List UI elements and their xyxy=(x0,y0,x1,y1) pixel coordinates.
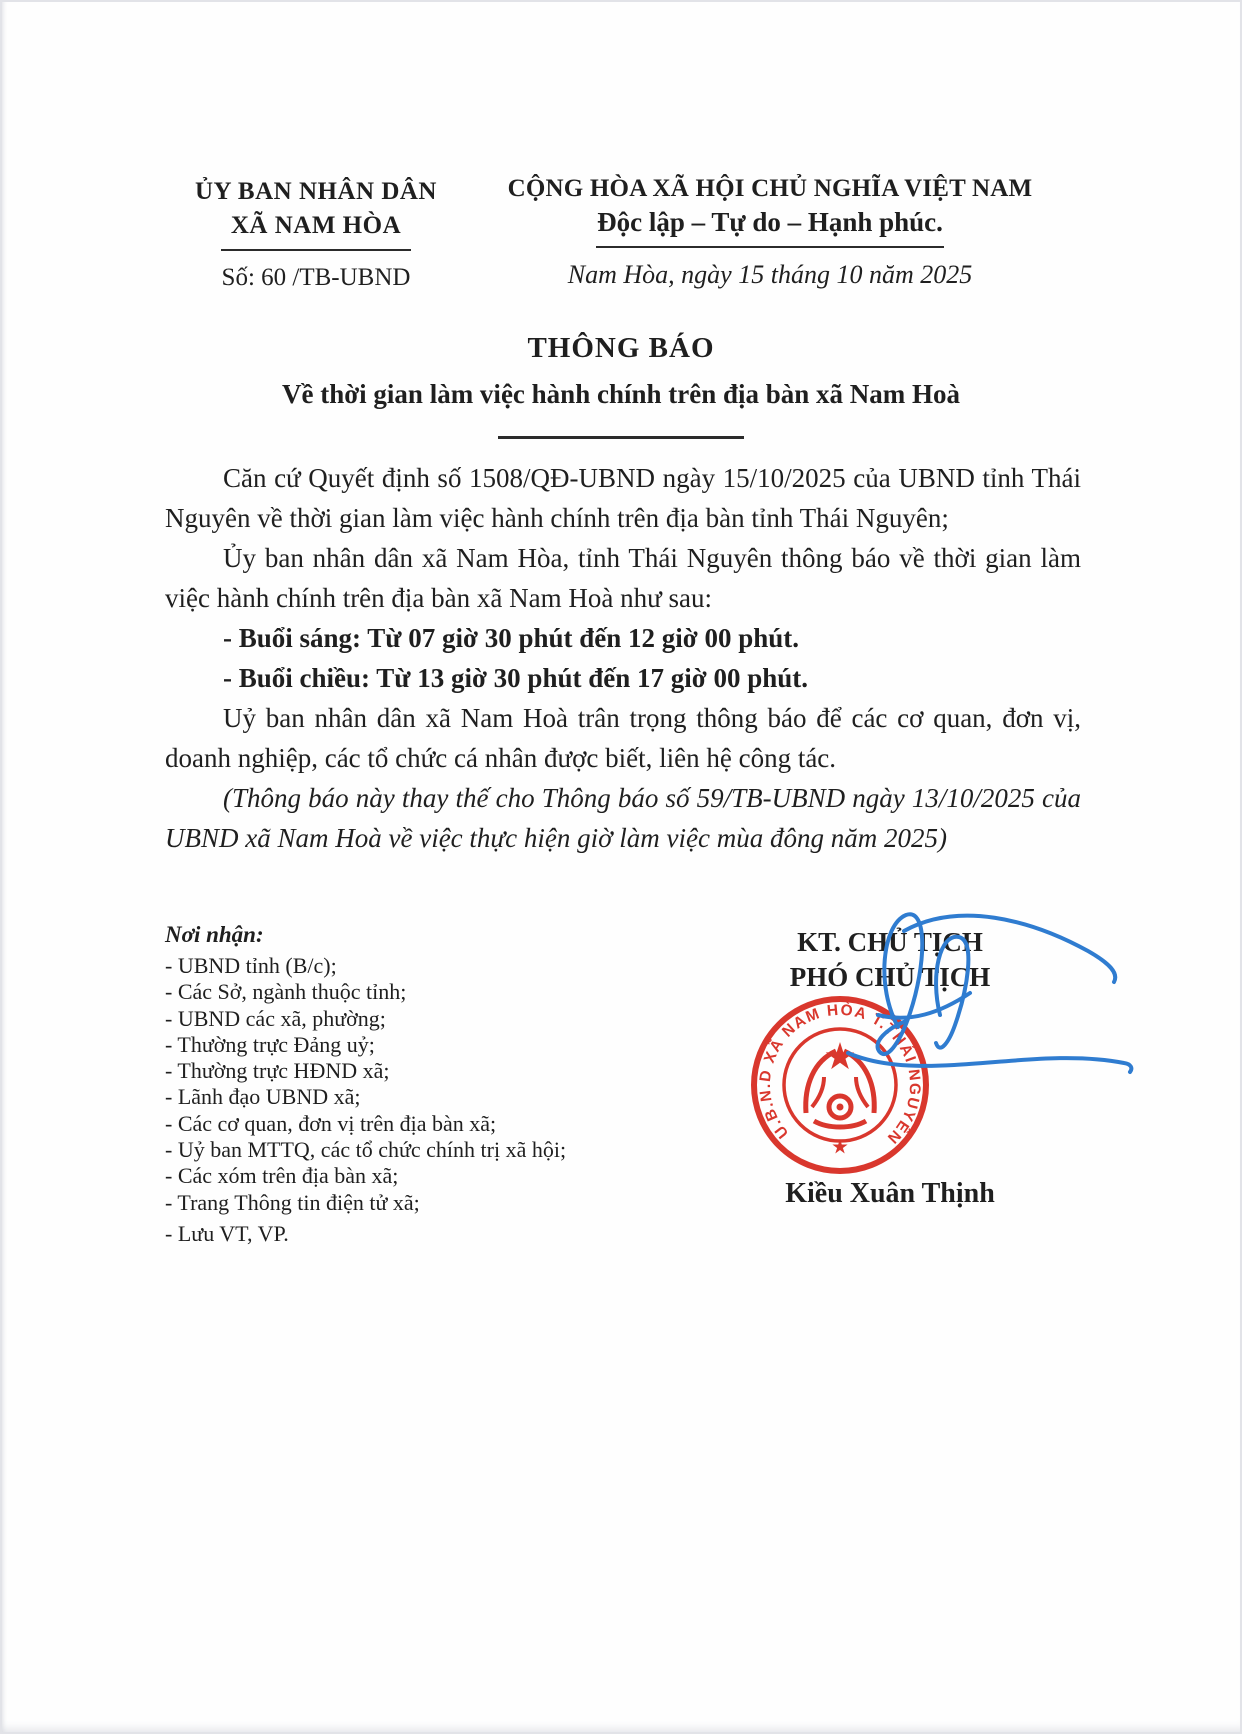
recipient-item: - Thường trực Đảng uỷ; xyxy=(165,1031,375,1057)
paragraph-replacement-note: (Thông báo này thay thế cho Thông báo số 59/TB-UBND ngày 13/10/2025 của UBND xã Nam Hoà về việc thực hiện giờ làm việc mùa đông năm 2025) xyxy=(165,783,1081,853)
recipient-item: - Uỷ ban MTTQ, các tổ chức chính trị xã hội; xyxy=(165,1137,567,1163)
document-title: THÔNG BÁO xyxy=(527,332,715,364)
issuing-authority-block xyxy=(148,178,484,292)
signature-kt-line: KT. CHỦ TỊCH xyxy=(797,927,983,957)
recipient-item: - Các xóm trên địa bàn xã; xyxy=(165,1163,399,1189)
document-subtitle: Về thời gian làm việc hành chính trên địa bàn xã Nam Hoà xyxy=(281,379,961,409)
seal-ring-text: U.B.N.D XÃ NAM HÒA T.THÁI NGUYÊN xyxy=(756,1001,924,1148)
authority-name-line2: XÃ NAM HÒA xyxy=(230,212,402,239)
motto-underline xyxy=(596,246,944,248)
document-number: Số: 60 /TB-UBND xyxy=(221,264,411,291)
recipient-item: - Lãnh đạo UBND xã; xyxy=(165,1084,361,1110)
recipient-item: - Thường trực HĐND xã; xyxy=(165,1058,390,1084)
recipient-item: - Các cơ quan, đơn vị trên địa bàn xã; xyxy=(165,1110,497,1136)
recipient-item: - Trang Thông tin điện tử xã; xyxy=(165,1189,420,1215)
recipient-item: - UBND các xã, phường; xyxy=(165,1005,386,1031)
paragraph-legal-basis: Căn cứ Quyết định số 1508/QĐ-UBND ngày 15/10/2025 của UBND tỉnh Thái Nguyên về thời gian làm việc hành chính trên địa bàn tỉnh Thái Nguyên; xyxy=(165,463,1081,533)
national-header-block xyxy=(470,175,1070,290)
recipients-block xyxy=(165,922,635,1247)
national-motto: Độc lập – Tự do – Hạnh phúc. xyxy=(597,207,943,237)
handwritten-signature xyxy=(818,893,1140,1103)
document-body xyxy=(165,458,1081,858)
signature-position-line: PHÓ CHỦ TỊCH xyxy=(789,962,991,992)
paragraph-notice: Uỷ ban nhân dân xã Nam Hoà trân trọng thông báo để các cơ quan, đơn vị, doanh nghiệp, các tổ chức cá nhân được biết, liên hệ công tác. xyxy=(165,703,1081,773)
recipient-item: - Lưu VT, VP. xyxy=(165,1220,289,1246)
signer-name: Kiều Xuân Thịnh xyxy=(785,1178,995,1209)
national-title: CỘNG HÒA XÃ HỘI CHỦ NGHĨA VIỆT NAM xyxy=(507,175,1033,202)
authority-underline xyxy=(221,249,411,251)
place-date-line: Nam Hòa, ngày 15 tháng 10 năm 2025 xyxy=(567,260,973,289)
title-divider xyxy=(498,436,744,439)
working-hours-afternoon: - Buổi chiều: Từ 13 giờ 30 phút đến 17 giờ 00 phút. xyxy=(223,663,808,693)
recipients-heading: Nơi nhận: xyxy=(165,922,264,947)
working-hours-morning: - Buổi sáng: Từ 07 giờ 30 phút đến 12 giờ 00 phút. xyxy=(223,623,800,653)
paragraph-announcement: Ủy ban nhân dân xã Nam Hòa, tỉnh Thái Nguyên thông báo về thời gian làm việc hành chính trên địa bàn xã Nam Hoà như sau: xyxy=(165,543,1081,613)
title-block xyxy=(0,332,1242,439)
recipient-item: - UBND tỉnh (B/c); xyxy=(165,953,337,978)
recipient-item: - Các Sở, ngành thuộc tỉnh; xyxy=(165,979,407,1005)
authority-name-line1: ỦY BAN NHÂN DÂN xyxy=(195,178,437,205)
